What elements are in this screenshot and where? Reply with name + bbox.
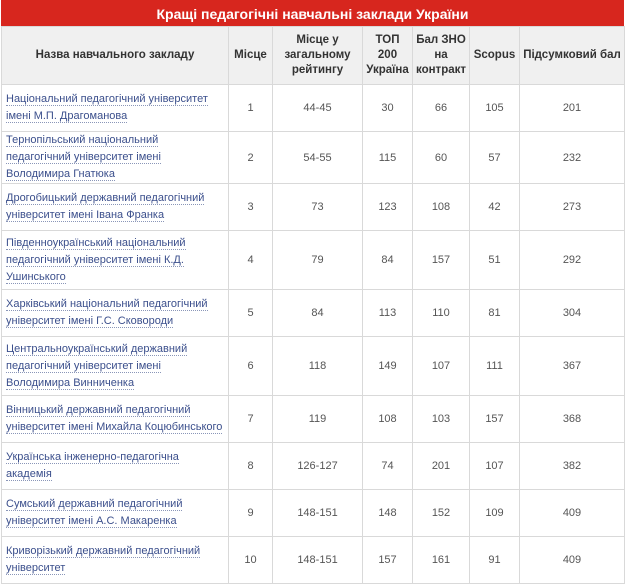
cell-scopus: 81: [470, 290, 520, 337]
table-row: [2, 184, 625, 231]
cell-zno: 107: [413, 337, 470, 396]
cell-name: [2, 231, 229, 290]
cell-top200: 149: [363, 337, 413, 396]
cell-zno: 157: [413, 231, 470, 290]
university-link[interactable]: Дрогобицький державний педагогічний університет імені Івана Франка: [6, 192, 205, 221]
cell-place: 9: [229, 490, 273, 537]
cell-zno: 152: [413, 490, 470, 537]
cell-overall-rank: 118: [273, 337, 363, 396]
cell-overall-rank: 148-151: [273, 490, 363, 537]
ranking-table: [1, 26, 625, 584]
header-total: Підсумковий бал: [520, 27, 625, 85]
cell-total: 409: [520, 490, 625, 537]
cell-zno: 66: [413, 85, 470, 132]
cell-overall-rank: 126-127: [273, 443, 363, 490]
cell-top200: 123: [363, 184, 413, 231]
cell-top200: 115: [363, 132, 413, 184]
cell-name: [2, 184, 229, 231]
cell-scopus: 111: [470, 337, 520, 396]
cell-place: 8: [229, 443, 273, 490]
cell-zno: 108: [413, 184, 470, 231]
university-link[interactable]: Південноукраїнський національний педагогічний університет імені К.Д. Ушинського: [6, 236, 186, 283]
university-link[interactable]: Криворізький державний педагогічний університет: [6, 545, 201, 574]
cell-scopus: 157: [470, 396, 520, 443]
cell-name: [2, 337, 229, 396]
cell-overall-rank: 54-55: [273, 132, 363, 184]
cell-overall-rank: 73: [273, 184, 363, 231]
cell-place: 5: [229, 290, 273, 337]
cell-scopus: 57: [470, 132, 520, 184]
table-row: [2, 85, 625, 132]
university-link[interactable]: Тернопільський національний педагогічний університет імені Володимира Гнатюка: [6, 134, 161, 180]
cell-total: 382: [520, 443, 625, 490]
university-link[interactable]: Національний педагогічний університет імені М.П. Драгоманова: [6, 93, 208, 122]
cell-place: 1: [229, 85, 273, 132]
table-row: [2, 132, 625, 184]
cell-total: 304: [520, 290, 625, 337]
table-row: [2, 290, 625, 337]
cell-scopus: 107: [470, 443, 520, 490]
cell-place: 2: [229, 132, 273, 184]
university-link[interactable]: Вінницький державний педагогічний університет імені Михайла Коцюбинського: [6, 404, 223, 433]
cell-overall-rank: 44-45: [273, 85, 363, 132]
table-body: [2, 85, 625, 584]
cell-name: [2, 396, 229, 443]
university-link[interactable]: Сумський державний педагогічний університет імені А.С. Макаренка: [6, 498, 183, 527]
cell-name: [2, 490, 229, 537]
university-link[interactable]: Харківський національний педагогічний університет імені Г.С. Сковороди: [6, 298, 208, 327]
cell-total: 368: [520, 396, 625, 443]
table-title: Кращі педагогічні навчальні заклади України: [1, 0, 624, 26]
cell-zno: 201: [413, 443, 470, 490]
table-row: [2, 490, 625, 537]
cell-top200: 148: [363, 490, 413, 537]
cell-name: [2, 537, 229, 584]
cell-place: 7: [229, 396, 273, 443]
header-place: Місце: [229, 27, 273, 85]
cell-place: 3: [229, 184, 273, 231]
cell-scopus: 42: [470, 184, 520, 231]
cell-zno: 60: [413, 132, 470, 184]
header-row: [2, 27, 625, 85]
cell-top200: 157: [363, 537, 413, 584]
header-scopus: Scopus: [470, 27, 520, 85]
table-row: [2, 537, 625, 584]
header-zno: Бал ЗНО на контракт: [413, 27, 470, 85]
cell-total: 409: [520, 537, 625, 584]
cell-scopus: 51: [470, 231, 520, 290]
header-top200: ТОП 200 Україна: [363, 27, 413, 85]
cell-place: 6: [229, 337, 273, 396]
cell-total: 273: [520, 184, 625, 231]
ranking-table-container: [1, 0, 624, 584]
university-link[interactable]: Центральноукраїнський державний педагогічний університет імені Володимира Винниченка: [6, 342, 188, 389]
cell-overall-rank: 79: [273, 231, 363, 290]
cell-total: 201: [520, 85, 625, 132]
cell-top200: 108: [363, 396, 413, 443]
cell-total: 232: [520, 132, 625, 184]
cell-scopus: 109: [470, 490, 520, 537]
table-row: [2, 443, 625, 490]
cell-total: 367: [520, 337, 625, 396]
cell-total: 292: [520, 231, 625, 290]
cell-top200: 30: [363, 85, 413, 132]
cell-zno: 103: [413, 396, 470, 443]
table-row: [2, 337, 625, 396]
table-row: [2, 231, 625, 290]
cell-overall-rank: 148-151: [273, 537, 363, 584]
cell-name: [2, 85, 229, 132]
cell-top200: 113: [363, 290, 413, 337]
cell-name: [2, 443, 229, 490]
university-link[interactable]: Українська інженерно-педагогічна академія: [6, 451, 179, 480]
cell-top200: 84: [363, 231, 413, 290]
cell-zno: 110: [413, 290, 470, 337]
cell-zno: 161: [413, 537, 470, 584]
cell-scopus: 105: [470, 85, 520, 132]
cell-name: [2, 290, 229, 337]
cell-top200: 74: [363, 443, 413, 490]
cell-place: 10: [229, 537, 273, 584]
cell-place: 4: [229, 231, 273, 290]
header-name: Назва навчального закладу: [2, 27, 229, 85]
table-row: [2, 396, 625, 443]
cell-name: [2, 132, 229, 184]
header-overall-rank: Місце у загальному рейтингу: [273, 27, 363, 85]
cell-scopus: 91: [470, 537, 520, 584]
cell-overall-rank: 84: [273, 290, 363, 337]
cell-overall-rank: 119: [273, 396, 363, 443]
